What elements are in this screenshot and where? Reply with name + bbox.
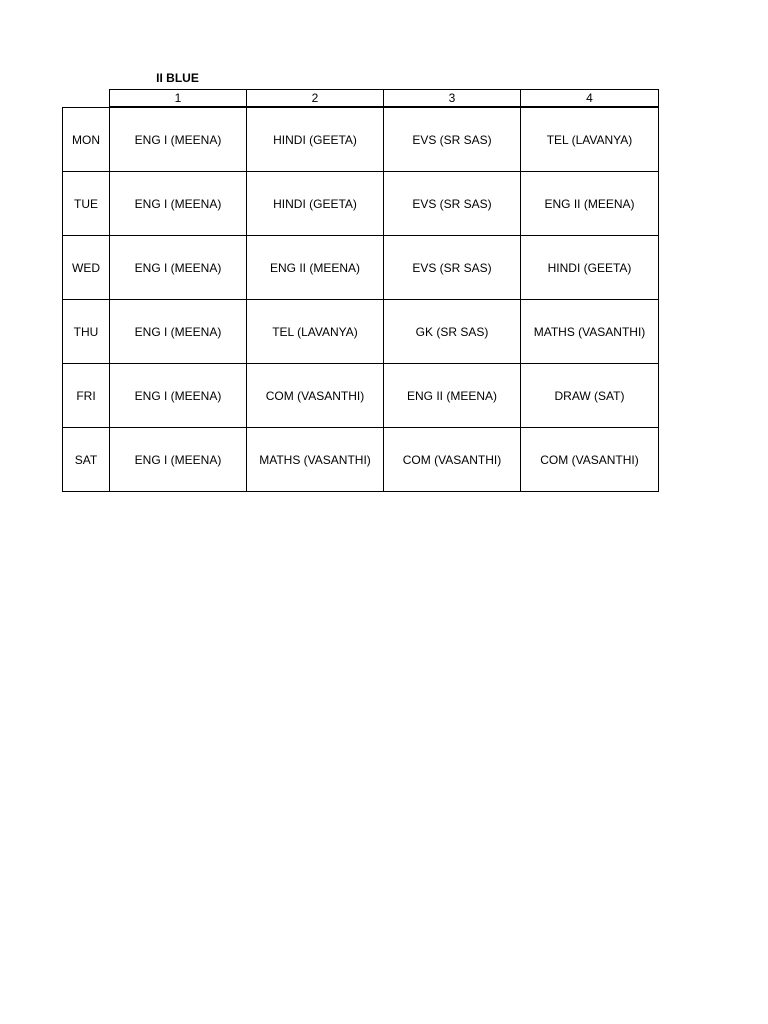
subject-cell: ENG I (MEENA) [110, 172, 247, 236]
period-header: 1 [110, 90, 247, 107]
period-header-row [109, 89, 659, 107]
subject-cell: EVS (SR SAS) [384, 236, 521, 300]
subject-cell: GK (SR SAS) [384, 300, 521, 364]
subject-cell: ENG I (MEENA) [110, 108, 247, 172]
period-header: 3 [384, 90, 521, 107]
subject-cell: MATHS (VASANTHI) [247, 428, 384, 492]
subject-cell: COM (VASANTHI) [247, 364, 384, 428]
timetable-grid [62, 107, 659, 492]
table-row [63, 364, 659, 428]
subject-cell: ENG I (MEENA) [110, 300, 247, 364]
subject-cell: TEL (LAVANYA) [521, 108, 659, 172]
subject-cell: HINDI (GEETA) [521, 236, 659, 300]
subject-cell: DRAW (SAT) [521, 364, 659, 428]
subject-cell: ENG I (MEENA) [110, 236, 247, 300]
subject-cell: ENG I (MEENA) [110, 428, 247, 492]
table-row [63, 236, 659, 300]
subject-cell: ENG I (MEENA) [110, 364, 247, 428]
table-row [63, 172, 659, 236]
day-label: TUE [63, 172, 110, 236]
subject-cell: ENG II (MEENA) [247, 236, 384, 300]
day-label: SAT [63, 428, 110, 492]
subject-cell: HINDI (GEETA) [247, 108, 384, 172]
day-label: WED [63, 236, 110, 300]
day-label: FRI [63, 364, 110, 428]
day-label: MON [63, 108, 110, 172]
period-header: 4 [521, 90, 659, 107]
table-row [63, 108, 659, 172]
subject-cell: ENG II (MEENA) [521, 172, 659, 236]
table-row [63, 300, 659, 364]
class-title: II BLUE [156, 71, 199, 85]
subject-cell: ENG II (MEENA) [384, 364, 521, 428]
day-label: THU [63, 300, 110, 364]
subject-cell: EVS (SR SAS) [384, 108, 521, 172]
subject-cell: COM (VASANTHI) [384, 428, 521, 492]
subject-cell: TEL (LAVANYA) [247, 300, 384, 364]
subject-cell: EVS (SR SAS) [384, 172, 521, 236]
subject-cell: MATHS (VASANTHI) [521, 300, 659, 364]
subject-cell: HINDI (GEETA) [247, 172, 384, 236]
subject-cell: COM (VASANTHI) [521, 428, 659, 492]
table-row [63, 428, 659, 492]
period-header: 2 [247, 90, 384, 107]
